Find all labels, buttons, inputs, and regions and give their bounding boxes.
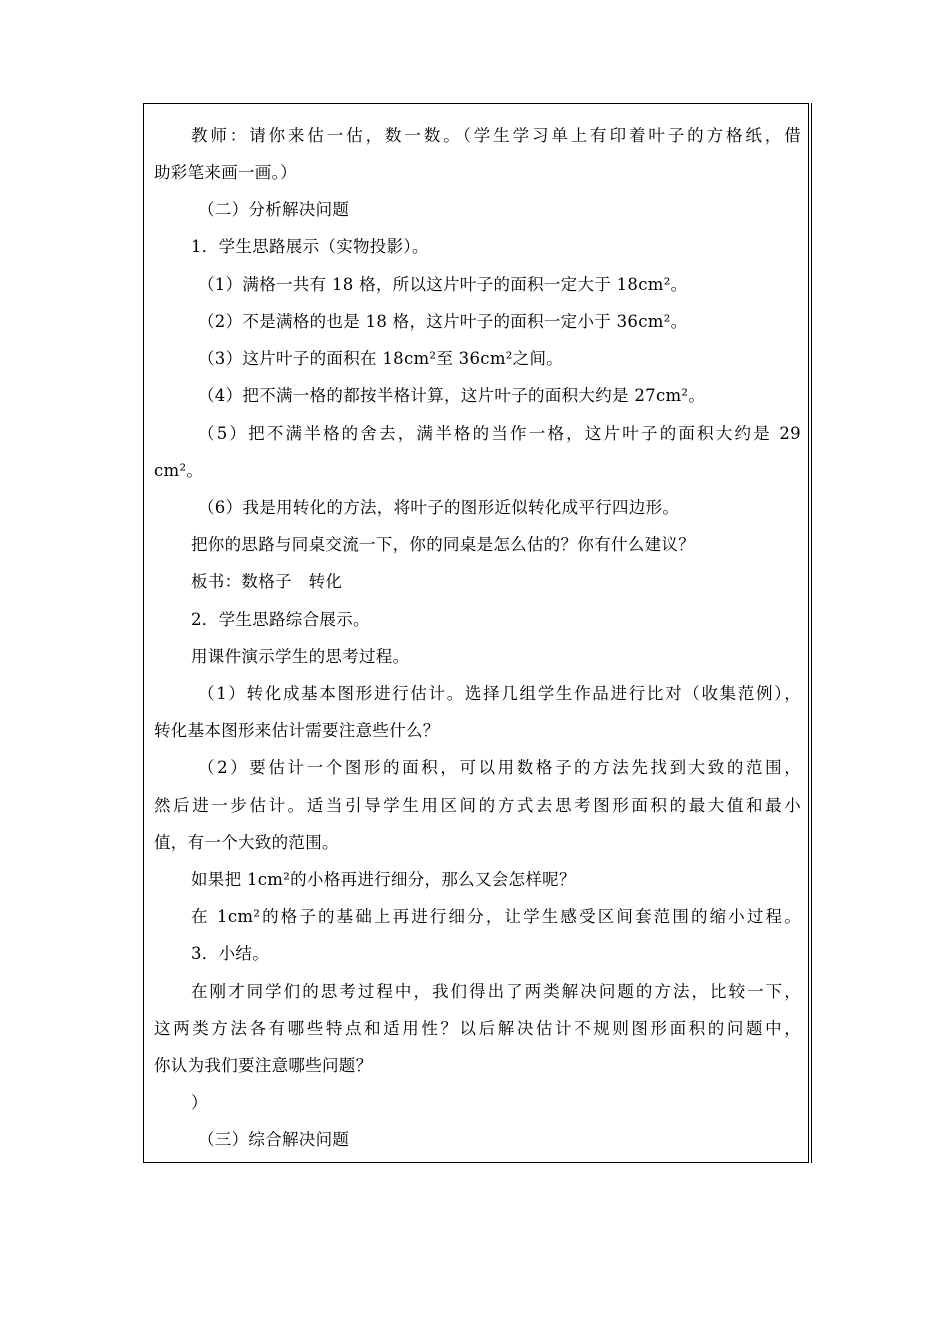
text-line: （5）把不满半格的舍去，满半格的当作一格，这片叶子的面积大约是 29: [198, 424, 801, 443]
text-line: 1．学生思路展示（实物投影）。: [191, 237, 429, 256]
text-line: （6）我是用转化的方法，将叶子的图形近似转化成平行四边形。: [198, 498, 680, 517]
text-line: 把你的思路与同桌交流一下，你的同桌是怎么估的？你有什么建议？: [191, 535, 695, 554]
text-line: （1）转化成基本图形进行估计。选择几组学生作品进行比对（收集范例），: [198, 684, 801, 703]
text-line: （3）这片叶子的面积在 18cm²至 36cm²之间。: [198, 349, 564, 368]
text-line: ）: [191, 1093, 208, 1112]
text-line: （1）满格一共有 18 格，所以这片叶子的面积一定大于 18cm²。: [198, 275, 688, 294]
text-line: （2）不是满格的也是 18 格，这片叶子的面积一定小于 36cm²。: [198, 312, 688, 331]
text-line: 在 1cm²的格子的基础上再进行细分，让学生感受区间套范围的缩小过程。: [191, 907, 801, 926]
text-line: 教师：请你来估一估，数一数。（学生学习单上有印着叶子的方格纸，借: [191, 126, 801, 145]
lesson-table-cell: [143, 103, 809, 1163]
text-line: 这两类方法各有哪些特点和适用性？以后解决估计不规则图形面积的问题中，: [154, 1019, 801, 1038]
section-heading: （二）分析解决问题: [198, 200, 350, 219]
text-line: 你认为我们要注意哪些问题？: [154, 1056, 373, 1075]
text-line: 转化基本图形来估计需要注意些什么？: [154, 721, 440, 740]
section-heading: （三）综合解决问题: [198, 1130, 350, 1149]
text-line: 板书：数格子 转化: [191, 572, 343, 591]
text-line: （2）要估计一个图形的面积，可以用数格子的方法先找到大致的范围，: [198, 758, 801, 777]
text-line: 值，有一个大致的范围。: [154, 833, 339, 852]
text-line: 用课件演示学生的思考过程。: [191, 647, 410, 666]
text-line: 然后进一步估计。适当引导学生用区间的方式去思考图形面积的最大值和最小: [154, 796, 801, 815]
text-line: （4）把不满一格的都按半格计算，这片叶子的面积大约是 27cm²。: [198, 386, 706, 405]
text-line: 助彩笔来画一画。）: [154, 163, 297, 182]
text-line: 2．学生思路综合展示。: [191, 610, 370, 629]
text-line: 在刚才同学们的思考过程中，我们得出了两类解决问题的方法，比较一下，: [191, 982, 801, 1001]
text-line: cm²。: [154, 461, 204, 480]
text-line: 3．小结。: [191, 944, 269, 963]
text-line: 如果把 1cm²的小格再进行细分，那么又会怎样呢？: [191, 870, 576, 889]
